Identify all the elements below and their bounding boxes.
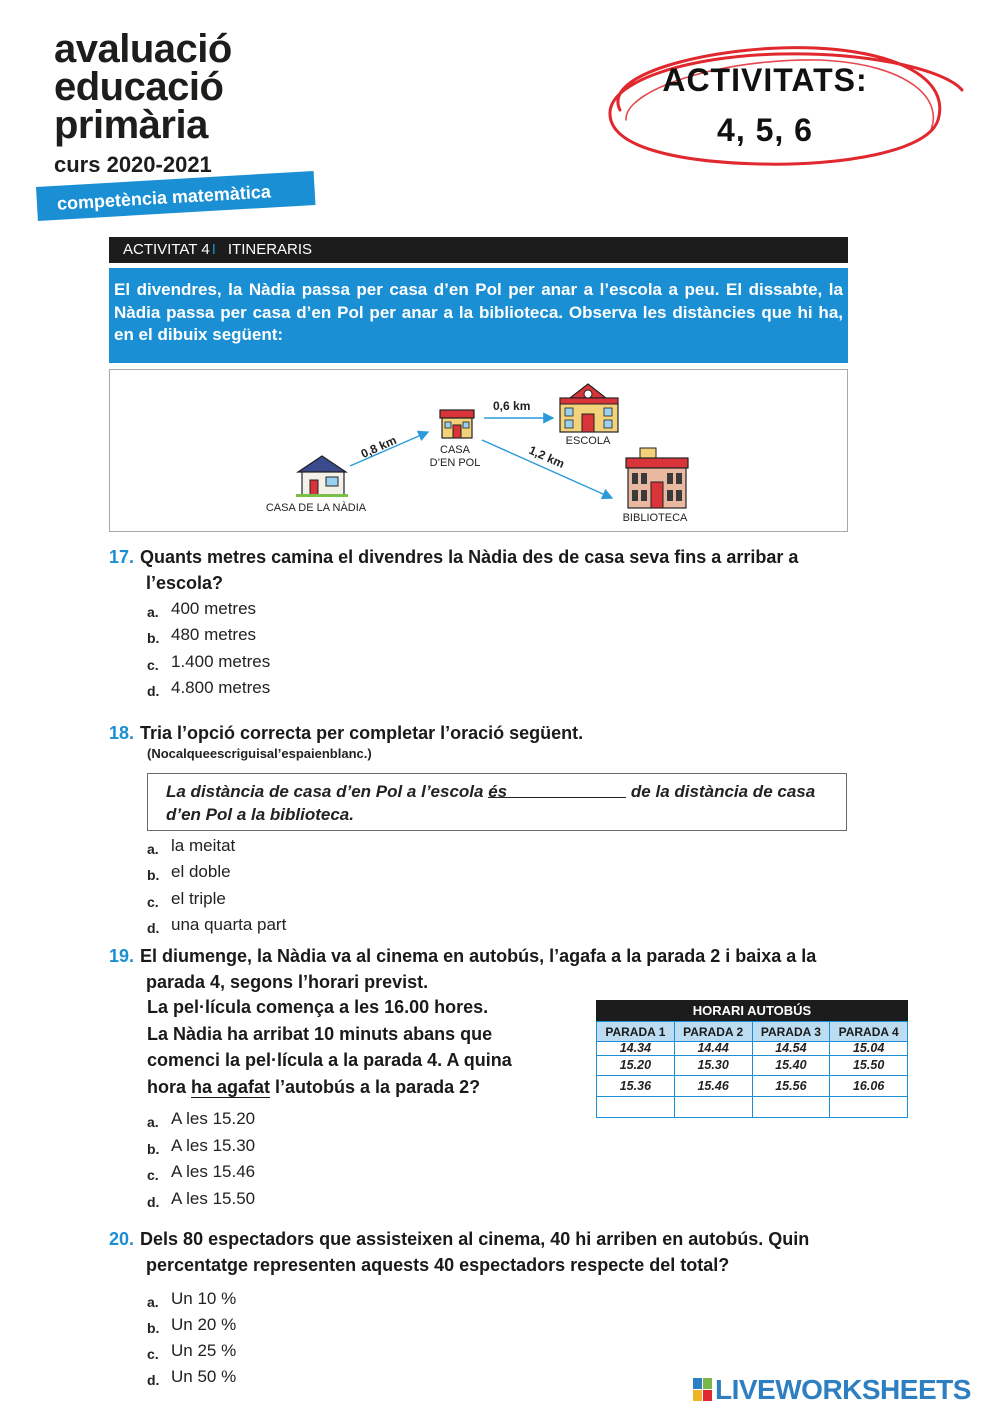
question-17 — [109, 544, 798, 596]
brand-line-2: educació — [54, 65, 224, 109]
distance-map — [109, 369, 848, 532]
sentence-box — [147, 773, 847, 831]
q17-option-c[interactable]: c. 1.400 metres — [147, 652, 271, 673]
question-number: 18. — [109, 723, 135, 743]
label-house-pol — [415, 444, 495, 470]
activity-intro: El divendres, la Nàdia passa per casa d’en Pol per anar a l’escola a peu. El dissabte, la Nàdia passa per casa d’en Pol per anar a la biblioteca. Observa les distàncies que hi ha, en el dibuix següent: — [109, 268, 848, 363]
bus-timetable-title: HORARI AUTOBÚS — [596, 1000, 908, 1021]
q20-option-c[interactable]: c. Un 25 % — [147, 1341, 237, 1362]
sentence-part-c: d’en Pol a la biblioteca. — [166, 805, 354, 824]
q18-option-c[interactable]: c. el triple — [147, 889, 226, 910]
q20-option-b[interactable]: b. Un 20 % — [147, 1315, 237, 1336]
table-cell: 14.44 — [674, 1042, 752, 1056]
q19-option-d[interactable]: d. A les 15.50 — [147, 1189, 256, 1210]
q17-option-a[interactable]: a. 400 metres — [147, 599, 257, 620]
activities-stamp — [600, 40, 972, 170]
question-number: 17. — [109, 547, 135, 567]
detail-line-4: La Nàdia ha arribat 10 minuts abans que — [147, 1023, 493, 1044]
bus-timetable — [596, 1000, 908, 1118]
table-cell: 15.56 — [752, 1076, 830, 1097]
label-school: ESCOLA — [565, 435, 611, 447]
detail-line-5: comenci la pel·lícula a la parada 4. A quina — [147, 1050, 512, 1070]
brand-title — [54, 27, 232, 178]
table-cell: 14.54 — [752, 1042, 830, 1056]
table-cell — [830, 1097, 908, 1118]
bus-timetable-table — [596, 1021, 908, 1118]
q19-option-a[interactable]: a. A les 15.20 — [147, 1109, 256, 1130]
table-cell — [597, 1097, 675, 1118]
distance-pol-school: 0,6 km — [493, 399, 531, 413]
q18-option-b[interactable]: b. el doble — [147, 862, 231, 883]
sentence-part-b: de la distància de casa — [626, 782, 816, 801]
label-house-pol-line1: CASA — [440, 444, 470, 456]
brand-line-1: avaluació — [54, 27, 232, 71]
question-text-cont: parada 4, segons l’horari previst. — [146, 972, 429, 992]
table-cell — [752, 1097, 830, 1118]
house-pol-icon — [440, 410, 474, 438]
table-header-row — [597, 1022, 908, 1042]
detail-line-3: La pel·lícula comença a les 16.00 hores. — [147, 997, 489, 1017]
answer-blank[interactable] — [488, 780, 626, 801]
distance-pol-library: 1,2 km — [526, 443, 567, 471]
table-row — [597, 1097, 908, 1118]
q17-option-b[interactable]: b. 480 metres — [147, 625, 257, 646]
question-number: 20. — [109, 1229, 135, 1249]
activity-bar — [109, 237, 848, 263]
detail-line-6a: hora — [147, 1076, 192, 1097]
activity-label: ACTIVITAT 4 — [123, 241, 210, 258]
question-19-detail — [147, 994, 567, 1100]
sentence-part-a: La distància de casa d’en Pol a l’escola — [166, 782, 489, 801]
label-house-pol-line2: D’EN POL — [429, 457, 481, 469]
house-nadia-icon — [296, 456, 348, 497]
subject-ribbon — [36, 171, 315, 221]
table-cell — [674, 1097, 752, 1118]
library-icon — [626, 448, 688, 508]
question-text-cont: percentatge representen aquests 40 espectadors respecte del total? — [146, 1255, 730, 1275]
table-cell: 15.36 — [597, 1076, 675, 1097]
q19-option-c[interactable]: c. A les 15.46 — [147, 1162, 256, 1183]
school-icon — [560, 384, 618, 432]
table-cell: 15.46 — [674, 1076, 752, 1097]
stamp-numbers: 4, 5, 6 — [717, 112, 813, 148]
question-text: Dels 80 espectadors que assisteixen al cinema, 40 hi arriben en autobús. Quin — [140, 1229, 810, 1249]
table-cell: 15.30 — [674, 1056, 752, 1076]
table-row — [597, 1076, 908, 1097]
course-year: curs 2020-2021 — [54, 152, 212, 177]
brand-line-3: primària — [54, 103, 208, 147]
stamp-title: ACTIVITATS: — [662, 62, 868, 98]
table-cell: 15.04 — [830, 1042, 908, 1056]
question-text-cont: l’escola? — [146, 573, 224, 593]
detail-underlined: ha agafat — [191, 1076, 271, 1097]
blank-word: és — [488, 782, 508, 801]
table-cell: 15.20 — [597, 1056, 675, 1076]
liveworksheets-wordmark: LIVEWORKSHEETS — [715, 1374, 971, 1405]
detail-line-6b: l’autobús a la parada 2? — [270, 1076, 481, 1097]
q18-option-a[interactable]: a. la meitat — [147, 836, 236, 857]
question-text: Quants metres camina el divendres la Nàdia des de casa seva fins a arribar a — [140, 547, 799, 567]
q19-option-b[interactable]: b. A les 15.30 — [147, 1136, 256, 1157]
table-cell: 14.34 — [597, 1042, 675, 1056]
table-row — [597, 1042, 908, 1056]
activity-separator: I — [211, 241, 216, 258]
question-number: 19. — [109, 946, 135, 966]
table-cell: 15.40 — [752, 1056, 830, 1076]
table-header: PARADA 4 — [830, 1022, 908, 1042]
question-18 — [109, 720, 583, 746]
label-house-nadia: CASA DE LA NÀDIA — [265, 502, 367, 514]
distance-nadia-pol: 0,8 km — [358, 433, 399, 461]
question-text: El diumenge, la Nàdia va al cinema en autobús, l’agafa a la parada 2 i baixa a la — [140, 946, 817, 966]
question-note: (Nocalqueescriguisal’espaienblanc.) — [147, 746, 372, 761]
q18-option-d[interactable]: d. una quarta part — [147, 915, 287, 936]
label-library: BIBLIOTECA — [622, 512, 688, 524]
liveworksheets-logo-icon — [693, 1378, 713, 1402]
table-header: PARADA 2 — [674, 1022, 752, 1042]
table-cell: 15.50 — [830, 1056, 908, 1076]
table-header: PARADA 3 — [752, 1022, 830, 1042]
question-text: Tria l’opció correcta per completar l’oració següent. — [140, 723, 584, 743]
q17-option-d[interactable]: d. 4.800 metres — [147, 678, 271, 699]
question-20 — [109, 1226, 809, 1278]
table-row — [597, 1056, 908, 1076]
question-19 — [109, 943, 816, 995]
subject-label: competència matemàtica — [56, 181, 272, 214]
red-circle-scribble — [600, 40, 972, 170]
table-cell: 16.06 — [830, 1076, 908, 1097]
q20-option-d[interactable]: d. Un 50 % — [147, 1367, 237, 1388]
q20-option-a[interactable]: a. Un 10 % — [147, 1289, 237, 1310]
table-header: PARADA 1 — [597, 1022, 675, 1042]
activity-title: ITINERARIS — [227, 241, 313, 258]
